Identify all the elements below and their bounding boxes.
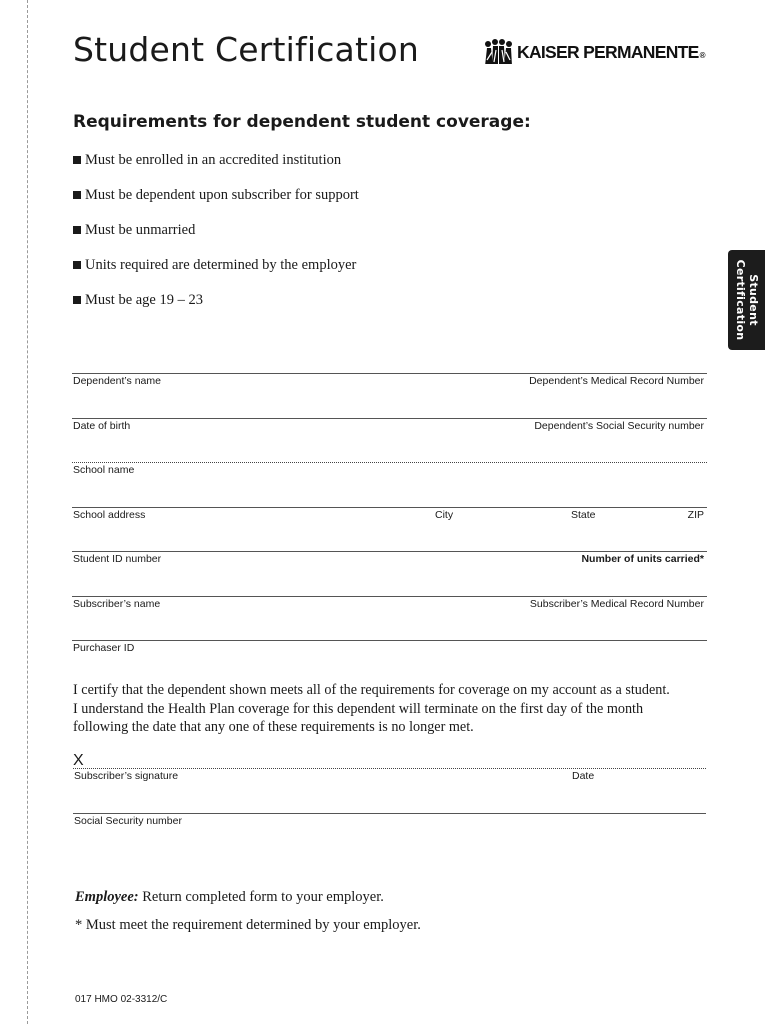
perforation-line: [27, 0, 28, 1024]
certification-statement: I certify that the dependent shown meets all of the requirements for coverage on my account as a student. I understand the Health Plan coverage for this dependent will terminate on the first day of the month following the date that any one of these requirements is no longer met.: [73, 682, 670, 735]
school-address-line[interactable]: [72, 507, 707, 508]
subscriber-signature-line[interactable]: [73, 768, 706, 769]
state-label: State: [571, 509, 596, 521]
list-item: Must be age 19 – 23: [73, 291, 359, 326]
school-address-label: School address: [73, 509, 146, 521]
dependent-ssn-label: Dependent’s Social Security number: [534, 420, 704, 432]
school-name-label: School name: [73, 464, 135, 476]
side-tab: [728, 250, 765, 350]
page-title: Student Certification: [73, 30, 419, 69]
list-item: Must be enrolled in an accredited institution: [73, 151, 359, 186]
employee-label: Employee:: [75, 889, 139, 905]
square-bullet-icon: [73, 226, 81, 234]
subscriber-mrn-label: Subscriber’s Medical Record Number: [529, 598, 704, 610]
date-of-birth-label: Date of birth: [73, 420, 131, 432]
square-bullet-icon: [73, 261, 81, 269]
requirements-list: [73, 151, 359, 326]
units-carried-label: Number of units carried*: [581, 553, 704, 565]
logo-wordmark: KAISER PERMANENTE®: [517, 42, 705, 62]
ssn-label: Social Security number: [74, 815, 182, 827]
square-bullet-icon: [73, 191, 81, 199]
zip-label: ZIP: [687, 509, 704, 521]
list-item: Must be dependent upon subscriber for support: [73, 186, 359, 221]
employee-instruction: Employee: Return completed form to your employer.: [75, 889, 384, 905]
list-item: Units required are determined by the employer: [73, 256, 359, 291]
form-code: 017 HMO 02-3312/C: [75, 994, 168, 1005]
square-bullet-icon: [73, 296, 81, 304]
asterisk-note: * Must meet the requirement determined by your employer.: [75, 917, 421, 933]
signature-date-label: Date: [572, 770, 595, 782]
subscriber-name-label: Subscriber’s name: [73, 598, 161, 610]
dependent-mrn-label: Dependent’s Medical Record Number: [529, 375, 704, 387]
school-name-line[interactable]: [72, 462, 707, 463]
people-logo-icon: [482, 38, 514, 66]
requirements-heading: Requirements for dependent student coverage:: [73, 112, 531, 132]
list-item: Must be unmarried: [73, 221, 359, 256]
purchaser-id-label: Purchaser ID: [73, 642, 135, 654]
student-id-label: Student ID number: [73, 553, 162, 565]
subscriber-name-line[interactable]: [72, 596, 707, 597]
signature-x-mark: X: [73, 752, 84, 769]
dependent-name-line[interactable]: [72, 373, 707, 374]
date-of-birth-line[interactable]: [72, 418, 707, 419]
city-label: City: [435, 509, 454, 521]
dependent-name-label: Dependent’s name: [73, 375, 161, 387]
square-bullet-icon: [73, 156, 81, 164]
side-tab-label: Student Certification: [733, 259, 760, 341]
ssn-line[interactable]: [73, 813, 706, 814]
student-id-line[interactable]: [72, 551, 707, 552]
subscriber-signature-label: Subscriber’s signature: [74, 770, 179, 782]
purchaser-id-line[interactable]: [72, 640, 707, 641]
kaiser-permanente-logo: [482, 36, 705, 66]
